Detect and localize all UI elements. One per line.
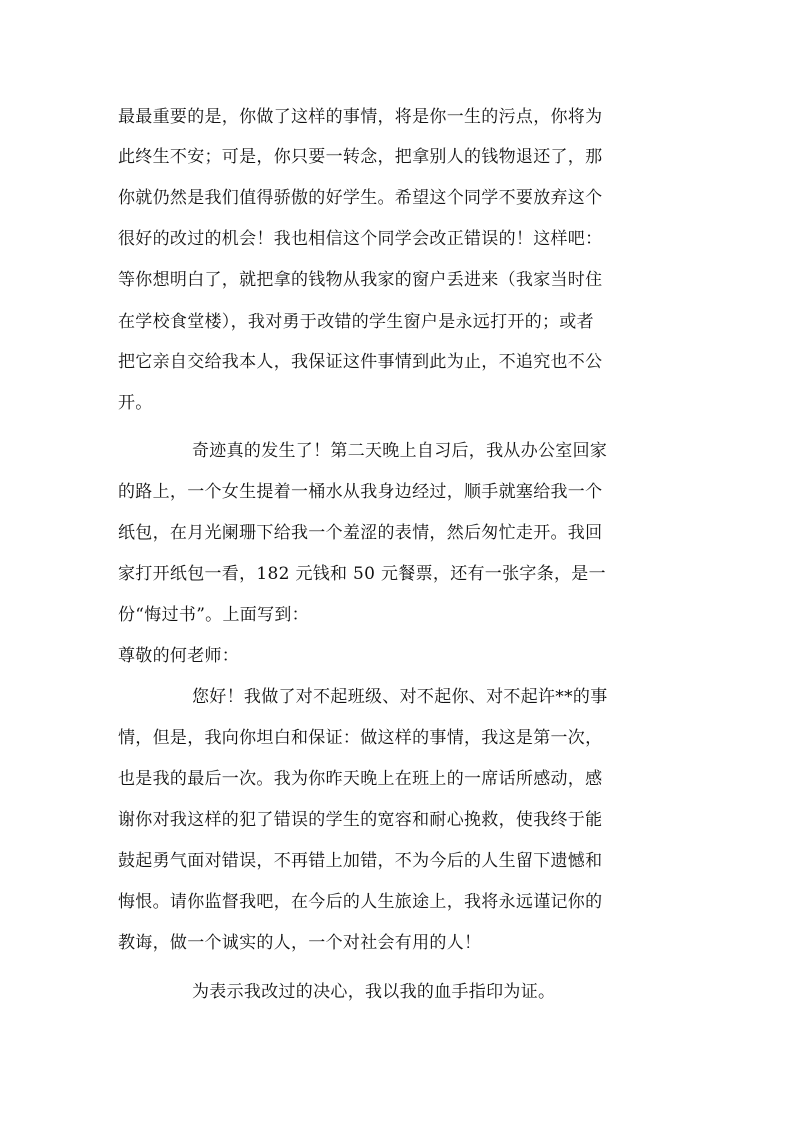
text-line: 份“悔过书”。上面写到：	[118, 605, 309, 625]
text-line: 在学校食堂楼），我对勇于改错的学生窗户是永远打开的；或者	[118, 312, 594, 332]
paragraph-first-line: 奇迹真的发生了！第二天晚上自习后，我从办公室回家	[192, 441, 608, 461]
text-line: 很好的改过的机会！我也相信这个同学会改正错误的！这样吧：	[118, 229, 603, 249]
text-line: 情，但是，我向你坦白和保证：做这样的事情，我这是第一次，	[118, 728, 603, 748]
paragraph-first-line: 为表示我改过的决心，我以我的血手指印为证。	[192, 982, 556, 1002]
letter-salutation: 尊敬的何老师：	[118, 646, 240, 666]
text-line: 鼓起勇气面对错误，不再错上加错，不为今后的人生留下遗憾和	[118, 851, 603, 871]
text-line: 纸包，在月光阑珊下给我一个羞涩的表情，然后匆忙走开。我回	[118, 523, 603, 543]
text-line: 把它亲自交给我本人，我保证这件事情到此为止，不追究也不公	[118, 352, 603, 372]
text-line: 也是我的最后一次。我为你昨天晚上在班上的一席话所感动，感	[118, 769, 603, 789]
text-line: 等你想明白了，就把拿的钱物从我家的窗户丢进来（我家当时住	[118, 270, 603, 290]
text-line: 教诲，做一个诚实的人，一个对社会有用的人！	[118, 933, 482, 953]
text-line: 你就仍然是我们值得骄傲的好学生。希望这个同学不要放弃这个	[118, 188, 603, 208]
text-line: 悔恨。请你监督我吧，在今后的人生旅途上，我将永远谨记你的	[118, 892, 603, 912]
text-line: 开。	[118, 393, 153, 413]
text-line: 家打开纸包一看，182 元钱和 50 元餐票，还有一张字条，是一	[118, 564, 606, 584]
paragraph-first-line: 您好！我做了对不起班级、对不起你、对不起许**的事	[192, 687, 608, 707]
text-line: 的路上，一个女生提着一桶水从我身边经过，顺手就塞给我一个	[118, 482, 603, 502]
text-line: 谢你对我这样的犯了错误的学生的宽容和耐心挽救，使我终于能	[118, 810, 603, 830]
text-line: 此终生不安；可是，你只要一转念，把拿别人的钱物退还了，那	[118, 147, 603, 167]
text-line: 最最重要的是，你做了这样的事情，将是你一生的污点，你将为	[118, 107, 603, 127]
